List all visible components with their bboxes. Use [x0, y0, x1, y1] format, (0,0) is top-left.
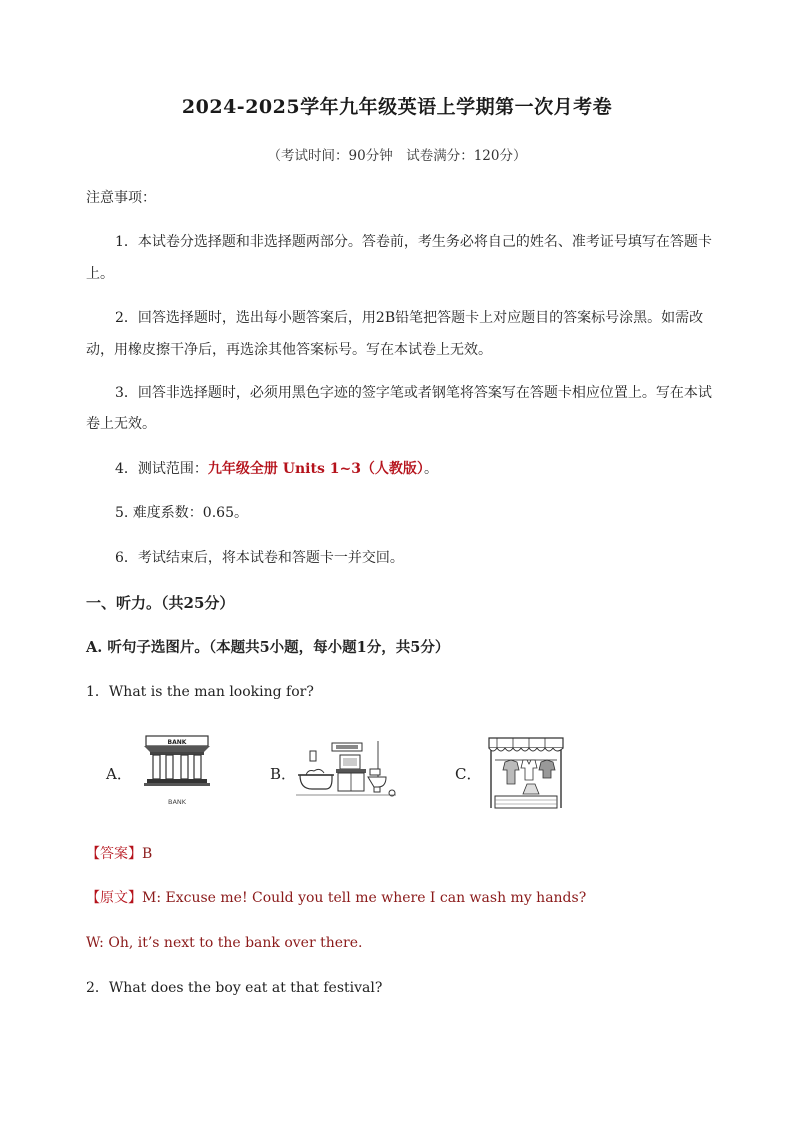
question-1: 1．What is the man looking for? — [86, 684, 314, 700]
option-c-label: C． — [455, 765, 482, 783]
notice-item-1-line-1: 1．本试卷分选择题和非选择题两部分。答卷前，考生务必将自己的姓名、准考证号填写在答题卡 — [115, 234, 712, 250]
notice-item-2-line-2: 动，用橡皮擦干净后，再选涂其他答案标号。写在本试卷上无效。 — [86, 342, 492, 358]
question-2: 2．What does the boy eat at that festival? — [86, 980, 383, 996]
option-b-label: B． — [270, 765, 297, 783]
notice-item-4-prefix: 4．测试范围： — [115, 461, 208, 477]
answer-value: B — [142, 846, 153, 862]
notice-item-3-line-2: 卷上无效。 — [86, 416, 156, 432]
transcript-tag: 【原文】 — [86, 890, 142, 906]
bank-sign-text: BANK — [167, 739, 187, 746]
exam-info: （考试时间：90分钟 试卷满分：120分） — [267, 148, 527, 164]
part-a-heading: A. 听句子选图片。（本题共5小题，每小题1分，共5分） — [86, 639, 450, 656]
bathroom-icon — [296, 739, 398, 799]
notice-item-2-line-1: 2．回答选择题时，选出每小题答案后，用2B铅笔把答题卡上对应题目的答案标号涂黑。如需改 — [115, 310, 704, 326]
notice-item-4-suffix: 。 — [423, 461, 438, 477]
transcript-line-1 — [86, 888, 586, 908]
notice-item-1-line-2: 上。 — [86, 266, 114, 282]
notice-item-3-line-1: 3．回答非选择题时，必须用黑色字迹的签字笔或者钢笔将答案写在答题卡相应位置上。写在本试 — [115, 385, 712, 401]
transcript-line-2: W: Oh, it’s next to the bank over there. — [86, 935, 363, 951]
bank-caption: BANK — [167, 798, 187, 806]
answer-tag: 【答案】 — [86, 846, 142, 862]
bank-building-icon — [142, 734, 212, 806]
notice-item-5: 5. 难度系数：0.65。 — [115, 505, 248, 521]
section-1-heading: 一、听力。（共25分） — [86, 594, 235, 612]
answer-line — [86, 844, 152, 864]
clothes-shop-icon — [487, 734, 565, 810]
notice-heading: 注意事项： — [86, 190, 156, 206]
transcript-text-1: M: Excuse me! Could you tell me where I can wash my hands? — [142, 890, 587, 906]
option-a-label: A． — [106, 765, 132, 783]
page-title: 2024-2025学年九年级英语上学期第一次月考卷 — [181, 96, 613, 118]
test-scope: 九年级全册 Units 1~3（人教版） — [207, 461, 424, 477]
notice-item-6: 6．考试结束后，将本试卷和答题卡一并交回。 — [115, 550, 404, 566]
notice-item-4 — [115, 459, 438, 479]
